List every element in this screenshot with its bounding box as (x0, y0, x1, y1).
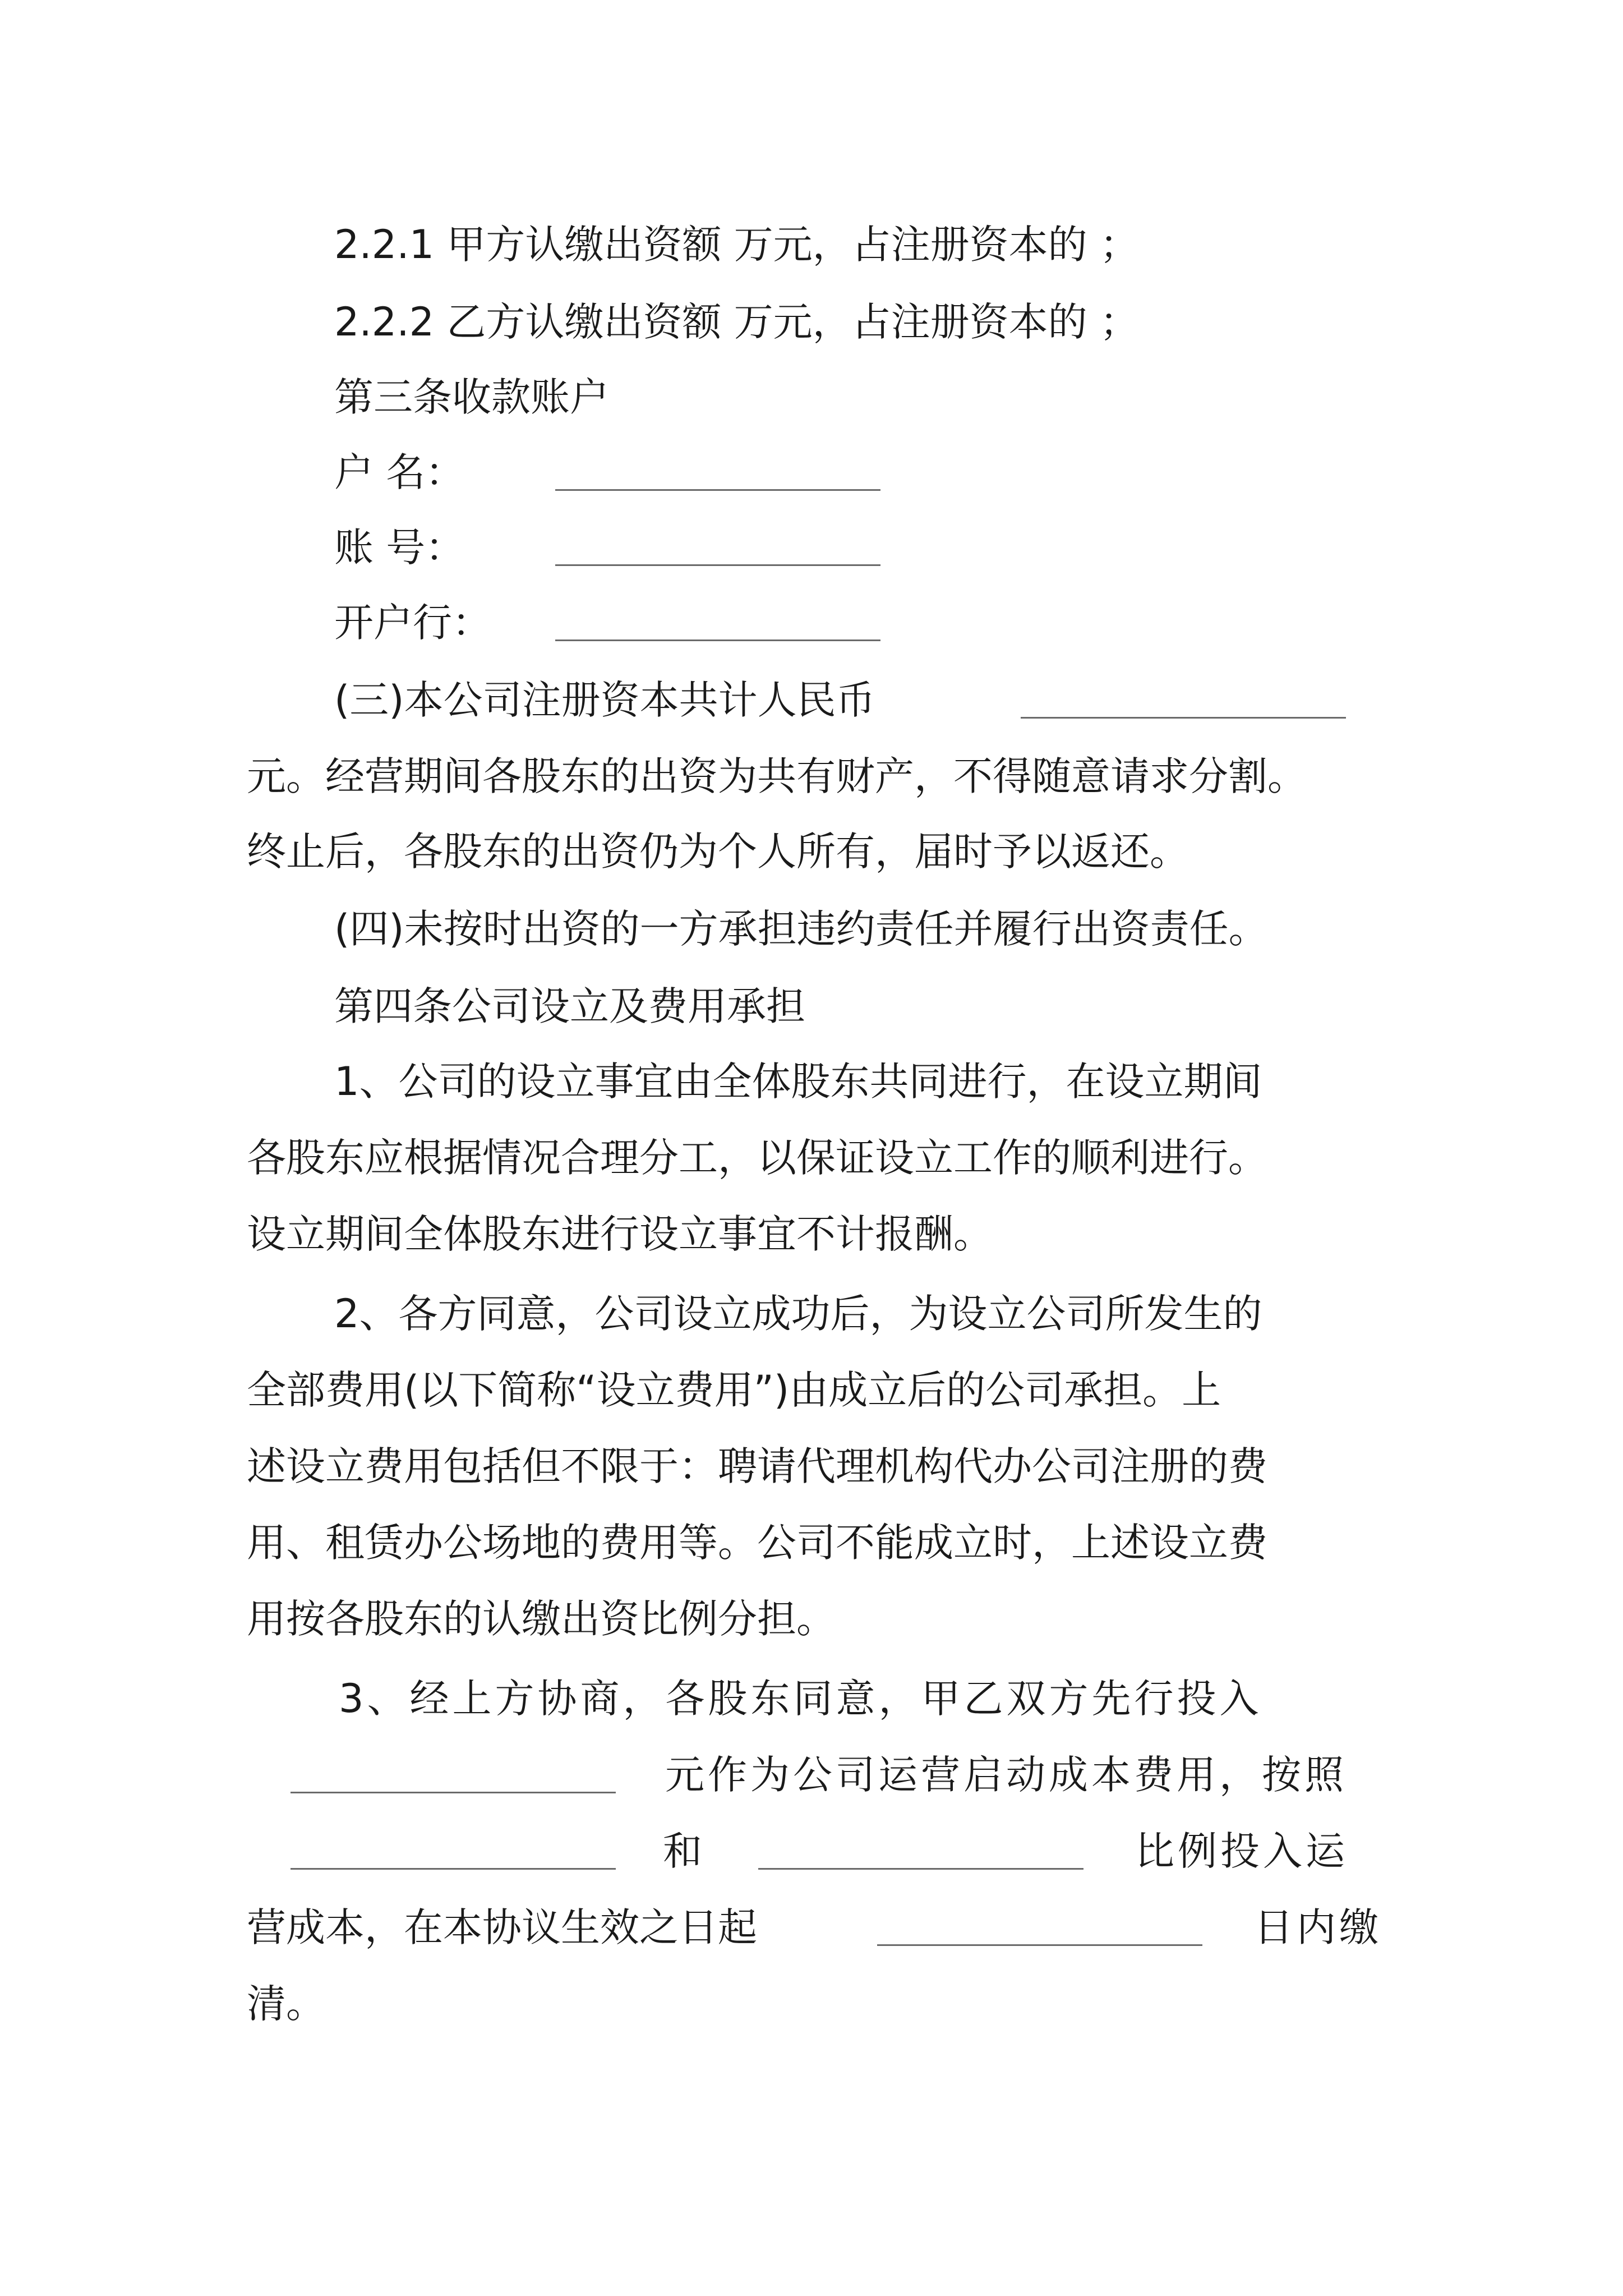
ratio-a-blank (291, 1868, 616, 1870)
capital-line-2-text: 元。经营期间各股东的出资为共有财产，不得随意请求分割。 (247, 753, 1307, 799)
capital-prefix: (三)本公司注册资本共计人民币 (334, 677, 875, 723)
clause-2-2-2-text: 2.2.2 乙方认缴出资额 万元，占注册资本的 ； (334, 299, 1139, 345)
article-3-title-text: 第三条收款账户 (334, 374, 609, 420)
clause-3-and: 和 (663, 1828, 702, 1874)
account-name-label: 户 名： (334, 449, 465, 495)
clause-3-line-1-text: 3、经上方协商，各股东同意，甲乙双方先行投入 (339, 1676, 1262, 1722)
bank-blank (555, 639, 880, 641)
clause-2-line-4-text: 用、租赁办公场地的费用等。公司不能成立时，上述设立费 (247, 1520, 1267, 1566)
clause-3-line-2-text: 元作为公司运营启动成本费用，按照 (665, 1752, 1347, 1798)
account-name-blank (555, 489, 880, 491)
item-4-text: (四)未按时出资的一方承担违约责任并履行出资责任。 (334, 906, 1268, 952)
clause-2-line-5-text: 用按各股东的认缴出资比例分担。 (247, 1596, 836, 1642)
clause-3-line-4-prefix: 营成本，在本协议生效之日起 (247, 1904, 757, 1950)
ratio-b-blank (758, 1868, 1083, 1870)
startup-cost-blank (291, 1792, 616, 1793)
clause-2-line-3-text: 述设立费用包括但不限于：聘请代理机构代办公司注册的费 (247, 1443, 1267, 1489)
capital-amount-blank (1021, 717, 1346, 719)
clause-2-2-1-text: 2.2.1 甲方认缴出资额 万元，占注册资本的 ； (334, 222, 1139, 268)
clause-1-line-2-text: 各股东应根据情况合理分工，以保证设立工作的顺利进行。 (247, 1135, 1267, 1181)
account-number-label: 账 号： (334, 524, 465, 570)
article-4-title-text: 第四条公司设立及费用承担 (334, 983, 805, 1029)
bank-label: 开户行： (334, 600, 491, 646)
account-number-blank (555, 564, 880, 566)
clause-3-line-5-text: 清。 (247, 1981, 325, 2027)
payment-days-blank (877, 1944, 1202, 1946)
clause-3-line-3-text: 比例投入运 (1135, 1828, 1348, 1874)
clause-2-line-2-text: 全部费用(以下简称“设立费用”)由成立后的公司承担。上 (247, 1367, 1221, 1413)
clause-3-line-4-suffix: 日内缴 (1254, 1904, 1382, 1950)
clause-1-line-3-text: 设立期间全体股东进行设立事宜不计报酬。 (247, 1211, 993, 1257)
clause-2-line-1-text: 2、各方同意，公司设立成功后，为设立公司所发生的 (334, 1291, 1262, 1337)
clause-1-line-1-text: 1、公司的设立事宜由全体股东共同进行，在设立期间 (334, 1059, 1262, 1105)
capital-line-3-text: 终止后，各股东的出资仍为个人所有，届时予以返还。 (247, 829, 1189, 875)
